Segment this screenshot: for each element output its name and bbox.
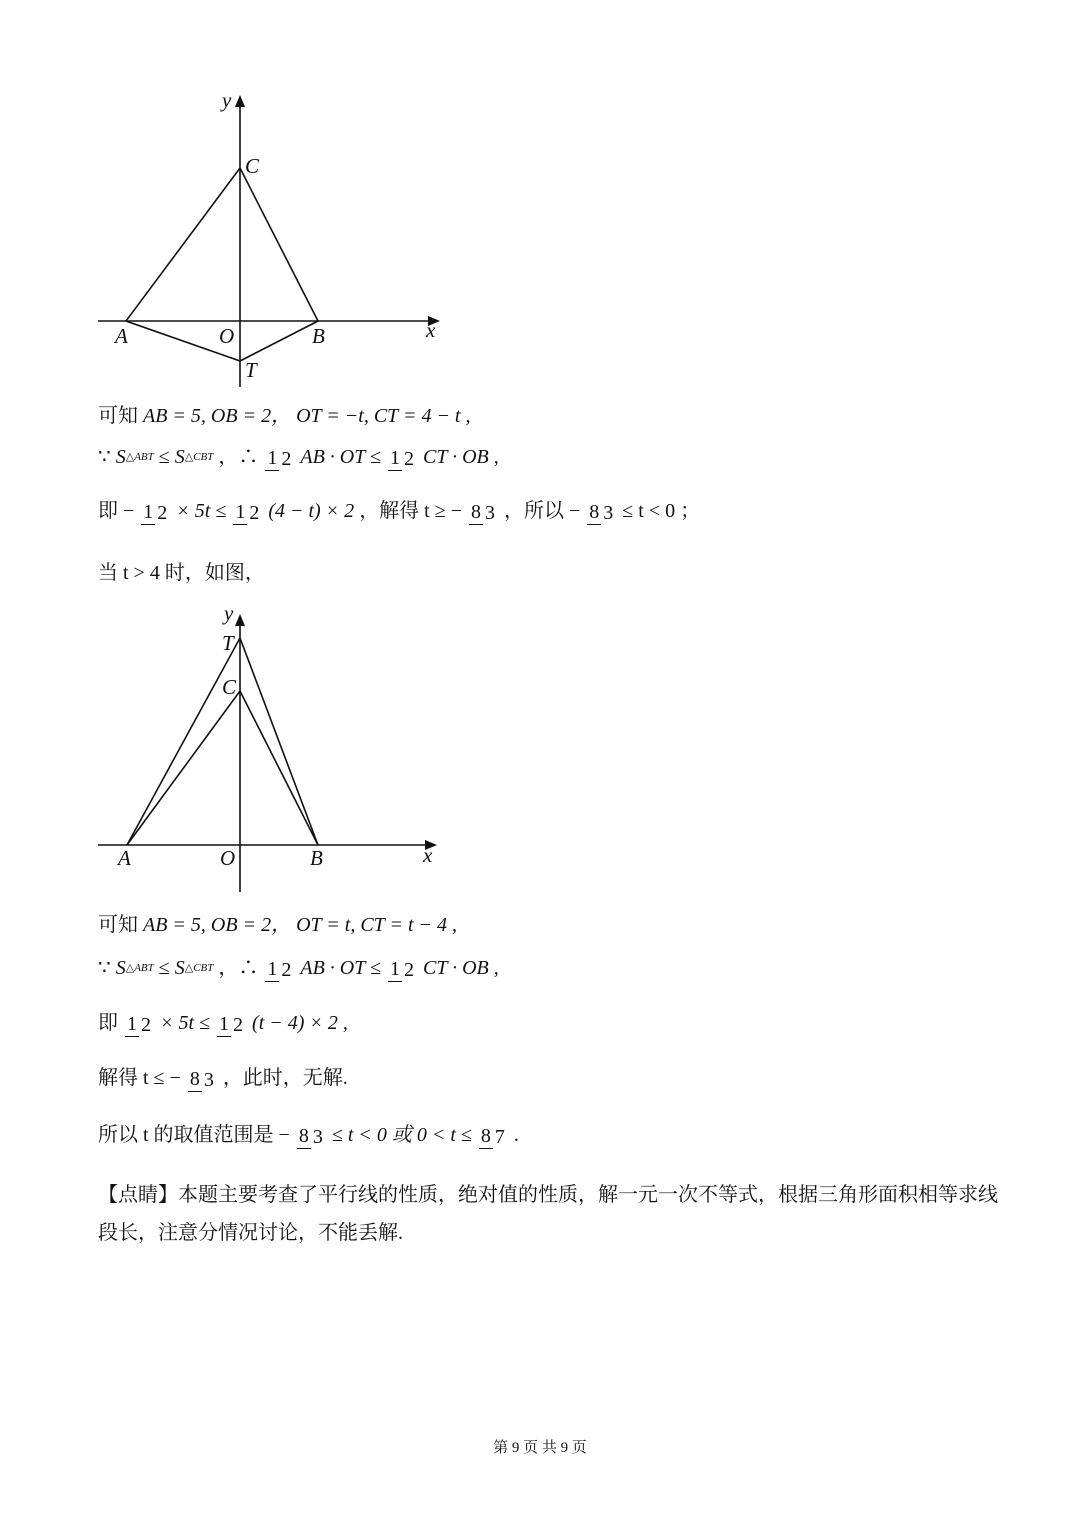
text1-because: ∵ [98,446,111,469]
text2-therefore: ，∴ [218,957,259,980]
figure-2 [0,600,460,900]
comment-note: 【点睛】本题主要考查了平行线的性质，绝对值的性质，解一元一次不等式，根据三角形面积相等求线段长，注意分情况讨论，不能丢解. [98,1184,998,1244]
text2-line3 [98,1008,348,1037]
text2-S1: S [115,957,126,980]
text2-l5-end: . [513,1124,519,1147]
figure-1-svg [0,85,460,395]
y-axis-arrow [235,95,245,107]
text2-l1-math: AB = 5, OB = 2， OT = t, CT = t − 4 , [143,914,457,937]
fraction-eight-thirds: 8 3 [471,501,495,524]
label-B: B [312,324,325,348]
text2-line1 [98,910,457,939]
segment-TB [240,321,318,361]
segment-AC [127,691,240,845]
label-x: x [426,318,436,342]
figure-2-svg [0,600,460,900]
text1-l3-a: × 5t ≤ [176,500,227,523]
fraction-half: 1 2 [143,501,168,524]
text2-S2: S [174,957,185,980]
text1-end: CT · OB , [423,446,499,469]
figure-1 [0,85,460,395]
fraction-half: 1 2 [390,958,414,981]
fraction-half: 1 2 [219,1013,244,1036]
text1-l3-c: ，解得 t ≥ − [359,500,462,523]
fraction-half: 1 2 [390,447,414,470]
text1-line4 [98,558,265,587]
text2-line2 [98,953,499,982]
label-A: A [115,324,128,348]
label-C: C [222,675,237,699]
text1-line3 [98,496,700,525]
segment-CB [240,691,318,845]
label-B: B [310,846,323,870]
text1-le: ≤ [158,446,170,469]
text1-S1: S [115,446,126,469]
label-y: y [224,601,234,625]
text2-l3-b: (t − 4) × 2 , [252,1012,348,1035]
fraction-half: 1 2 [235,501,260,524]
text1-mid: AB · OT ≤ [300,446,381,469]
text2-end: CT · OB , [423,957,499,980]
text2-le: ≤ [158,957,170,980]
text2-because: ∵ [98,957,111,980]
page-footer: 第 9 页 共 9 页 [493,1440,587,1456]
text1-l1-math: AB = 5, OB = 2， OT = −t, CT = 4 − t , [143,405,471,428]
text1-l3-prefix: 即 − [98,500,135,523]
label-C: C [245,154,260,178]
label-T: T [222,631,234,655]
label-O: O [220,846,236,870]
text2-l5-prefix: 所以 t 的取值范围是 − [98,1124,290,1147]
y-axis-arrow [235,614,245,626]
fraction-half: 1 2 [127,1013,151,1036]
text1-l3-d: ，所以 − [504,500,581,523]
fraction-eight-sevenths: 8 7 [480,1125,505,1148]
text1-line1 [98,401,471,430]
text1-line2 [98,442,499,471]
segment-AT [127,638,240,845]
segment-TB [240,638,318,845]
text2-l4-prefix: 解得 t ≤ − [98,1067,181,1090]
label-A: A [118,846,131,870]
text2-l3-prefix: 即 [98,1012,118,1035]
fraction-eight-thirds: 8 3 [189,1068,214,1091]
label-y: y [222,88,232,112]
segment-AC [126,168,240,321]
text1-sub2: △CBT [184,451,214,464]
segment-CB [240,168,318,321]
text2-l4-suffix: ，此时，无解. [222,1067,348,1090]
text2-mid: AB · OT ≤ [300,957,381,980]
fraction-eight-thirds: 8 3 [589,501,614,524]
text1-l3-e: ≤ t < 0 ； [622,500,701,523]
label-T: T [245,358,257,382]
text1-l1-prefix: 可知 [98,405,138,428]
text1-therefore: ，∴ [218,446,259,469]
text2-l3-a: × 5t ≤ [160,1012,211,1035]
text2-l1-prefix: 可知 [98,914,138,937]
fraction-eight-thirds: 8 3 [298,1125,323,1148]
fraction-half: 1 2 [267,447,292,470]
text2-line5 [98,1120,519,1149]
label-O: O [219,324,235,348]
text1-S2: S [174,446,185,469]
text1-l4: 当 t > 4 时，如图， [98,562,265,585]
text2-sub2: △CBT [184,962,214,975]
text2-l5-mid: ≤ t < 0 或 0 < t ≤ [331,1124,472,1147]
text1-sub1: △ABT [125,451,154,464]
text2-line4 [98,1063,348,1092]
label-x: x [423,843,433,867]
text1-l3-b: (4 − t) × 2 [268,500,355,523]
text2-sub1: △ABT [125,962,154,975]
fraction-half: 1 2 [267,958,292,981]
